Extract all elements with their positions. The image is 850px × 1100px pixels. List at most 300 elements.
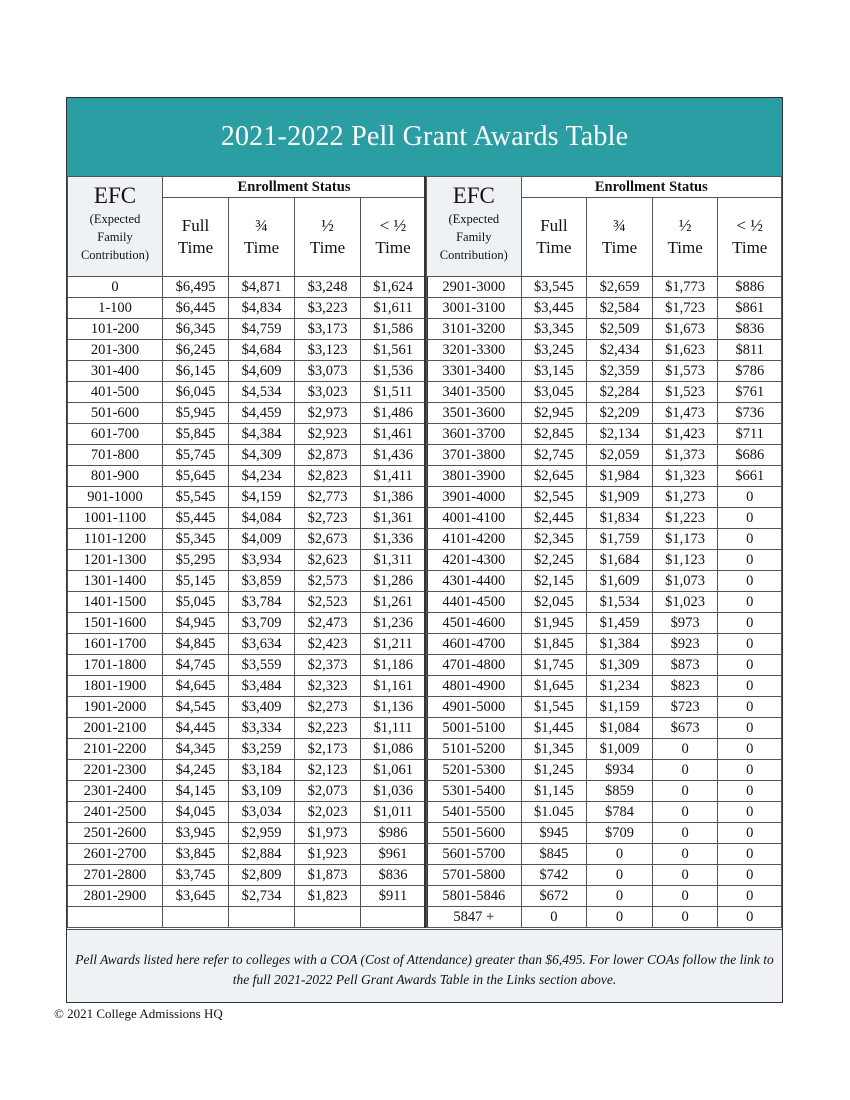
efc-range-cell: 4701-4800 [427,655,522,676]
award-cell: $1,834 [587,508,653,529]
efc-range-cell: 2901-3000 [427,277,522,298]
table-row [427,613,782,634]
efc-range-cell: 401-500 [68,382,163,403]
table-row [68,361,426,382]
col-bottom: Time [667,238,703,257]
award-cell [229,907,295,928]
table-row [427,844,782,865]
col-top: < ½ [736,216,763,235]
award-cell: 0 [587,886,653,907]
table-row [427,466,782,487]
award-cell: $2,373 [295,655,361,676]
award-cell: $1,745 [521,655,587,676]
award-cell: $3,845 [163,844,229,865]
table-row [427,361,782,382]
award-cell: $1,311 [361,550,426,571]
award-cell: $1,186 [361,655,426,676]
award-cell: $861 [718,298,782,319]
award-cell: $6,495 [163,277,229,298]
award-cell: $6,145 [163,361,229,382]
award-cell: $1,211 [361,634,426,655]
award-cell: $2,659 [587,277,653,298]
table-row [427,487,782,508]
award-cell: $1,236 [361,613,426,634]
efc-range-cell: 3801-3900 [427,466,522,487]
table-row [427,571,782,592]
efc-range-cell: 3101-3200 [427,319,522,340]
award-cell: $1,086 [361,739,426,760]
award-cell: $4,345 [163,739,229,760]
award-cell: $2,284 [587,382,653,403]
award-cell: $723 [652,697,718,718]
col-full-time [163,198,229,277]
award-cell: $1,361 [361,508,426,529]
efc-range-cell: 1501-1600 [68,613,163,634]
table-row [68,382,426,403]
award-cell: $1,586 [361,319,426,340]
table-row [427,424,782,445]
efc-range-cell: 5701-5800 [427,865,522,886]
award-cell: $3,023 [295,382,361,403]
award-cell: $934 [587,760,653,781]
award-cell: $4,645 [163,676,229,697]
table-row [68,445,426,466]
table-row [427,382,782,403]
award-cell: $1,845 [521,634,587,655]
award-cell: $3,645 [163,886,229,907]
award-cell: $2,145 [521,571,587,592]
award-cell: $2,623 [295,550,361,571]
award-cell: 0 [718,907,782,928]
award-cell: $3,934 [229,550,295,571]
award-cell: $2,023 [295,802,361,823]
table-row [68,508,426,529]
efc-range-cell: 5401-5500 [427,802,522,823]
col-bottom: Time [536,238,572,257]
award-cell: 0 [587,844,653,865]
award-cell: 0 [718,529,782,550]
award-cell: $2,959 [229,823,295,844]
award-cell: $1,684 [587,550,653,571]
award-cell: $1,123 [652,550,718,571]
awards-table-right [426,176,782,928]
table-row [68,760,426,781]
award-cell: $1,773 [652,277,718,298]
award-cell: $1,073 [652,571,718,592]
efc-range-cell: 3701-3800 [427,445,522,466]
award-cell: $3,409 [229,697,295,718]
award-cell: $1,523 [652,382,718,403]
award-cell: 0 [718,865,782,886]
efc-range-cell: 4901-5000 [427,697,522,718]
award-cell: $1,173 [652,529,718,550]
award-cell: 0 [718,760,782,781]
award-cell: 0 [718,571,782,592]
award-cell: 0 [718,802,782,823]
award-cell: $1,161 [361,676,426,697]
award-cell: $2,945 [521,403,587,424]
award-cell: $2,209 [587,403,653,424]
col-top: ¾ [255,216,268,235]
award-cell: $5,645 [163,466,229,487]
header-row-1 [68,177,426,198]
efc-range-cell: 3301-3400 [427,361,522,382]
col-three-quarter-time [587,198,653,277]
col-bottom: Time [732,238,768,257]
award-cell: $823 [652,676,718,697]
efc-sub-1: (Expected [89,212,141,226]
award-cell: $2,134 [587,424,653,445]
table-row [427,676,782,697]
award-cell: $6,445 [163,298,229,319]
table-row [427,697,782,718]
award-cell: $1,486 [361,403,426,424]
award-cell: $3,173 [295,319,361,340]
footnote: Pell Awards listed here refer to colleges with a COA (Cost of Attendance) greater than $6,495. For lower COAs follow the link to the full 2021-2022 Pell Grant Awards Table in the Links section above. [67,929,782,1002]
table-row [68,802,426,823]
award-cell: $1,611 [361,298,426,319]
award-cell: $4,309 [229,445,295,466]
table-row [68,718,426,739]
award-cell: $3,145 [521,361,587,382]
table-row [68,340,426,361]
efc-range-cell: 3501-3600 [427,403,522,424]
award-cell: $1,023 [652,592,718,613]
award-cell: $2,545 [521,487,587,508]
table-row [427,655,782,676]
efc-range-cell: 2501-2600 [68,823,163,844]
award-cell: $742 [521,865,587,886]
table-row [427,403,782,424]
award-cell: $2,734 [229,886,295,907]
award-cell: $1,423 [652,424,718,445]
header-row-1 [427,177,782,198]
award-cell: $945 [521,823,587,844]
award-cell: $5,445 [163,508,229,529]
award-cell: $786 [718,361,782,382]
efc-sub-2: Family [456,230,492,244]
col-less-than-half-time [718,198,782,277]
award-cell: $1,624 [361,277,426,298]
award-cell: $1,011 [361,802,426,823]
award-cell: $6,245 [163,340,229,361]
table-row [427,907,782,928]
award-cell: 0 [718,508,782,529]
award-cell: $686 [718,445,782,466]
award-cell: $4,245 [163,760,229,781]
award-cell: $3,109 [229,781,295,802]
award-cell: $1,461 [361,424,426,445]
award-cell: $1,536 [361,361,426,382]
col-top: Full [540,216,568,235]
awards-table-left [67,176,426,928]
table-row [68,886,426,907]
award-cell: $1,373 [652,445,718,466]
table-row [427,634,782,655]
award-cell: $3,859 [229,571,295,592]
award-cell: $1,723 [652,298,718,319]
table-row [427,592,782,613]
award-cell: $4,609 [229,361,295,382]
efc-range-cell: 4301-4400 [427,571,522,592]
award-cell: $2,273 [295,697,361,718]
award-cell: $1,309 [587,655,653,676]
award-cell: $1,436 [361,445,426,466]
efc-range-cell: 5601-5700 [427,844,522,865]
award-cell: 0 [718,823,782,844]
efc-range-cell: 3601-3700 [427,424,522,445]
table-row [68,865,426,886]
award-cell: $2,434 [587,340,653,361]
table-row [427,298,782,319]
award-cell: $736 [718,403,782,424]
table-row [427,529,782,550]
col-bottom: Time [375,238,411,257]
award-cell: $3,223 [295,298,361,319]
award-cell: $961 [361,844,426,865]
award-cell: $1,245 [521,760,587,781]
award-cell: $3,484 [229,676,295,697]
award-cell: $2,123 [295,760,361,781]
table-row [427,319,782,340]
award-cell: $3,345 [521,319,587,340]
efc-label: EFC [93,183,137,208]
page-title: 2021-2022 Pell Grant Awards Table [67,98,782,176]
award-cell: $1,909 [587,487,653,508]
award-cell: $973 [652,613,718,634]
award-cell: $3,634 [229,634,295,655]
award-cell: $2,645 [521,466,587,487]
efc-range-cell: 1601-1700 [68,634,163,655]
table-row [68,697,426,718]
award-cell: $1,159 [587,697,653,718]
table-row [68,424,426,445]
award-cell: $5,345 [163,529,229,550]
col-half-time [652,198,718,277]
award-cell: $1,223 [652,508,718,529]
efc-range-cell: 4101-4200 [427,529,522,550]
award-cell: $3,123 [295,340,361,361]
award-cell: $2,473 [295,613,361,634]
award-cell: $4,871 [229,277,295,298]
award-cell: $2,245 [521,550,587,571]
award-cell: $911 [361,886,426,907]
efc-range-cell: 1801-1900 [68,676,163,697]
efc-range-cell: 101-200 [68,319,163,340]
efc-range-cell: 2001-2100 [68,718,163,739]
table-row [427,445,782,466]
award-cell: $709 [587,823,653,844]
award-cell: $3,784 [229,592,295,613]
efc-range-cell: 2601-2700 [68,844,163,865]
col-bottom: Time [601,238,638,257]
award-cell: $3,945 [163,823,229,844]
table-row [68,676,426,697]
award-cell: $5,045 [163,592,229,613]
table-row [427,760,782,781]
award-cell: $1,145 [521,781,587,802]
efc-range-cell: 3401-3500 [427,382,522,403]
award-cell: $1,234 [587,676,653,697]
award-cell: $1,111 [361,718,426,739]
efc-sub-3: Contribution) [439,248,508,262]
table-row [68,844,426,865]
award-cell: $1.045 [521,802,587,823]
award-cell: $4,384 [229,424,295,445]
award-cell: $1,545 [521,697,587,718]
award-cell: $2,673 [295,529,361,550]
efc-range-cell: 4401-4500 [427,592,522,613]
efc-range-cell: 4501-4600 [427,613,522,634]
efc-range-cell: 4201-4300 [427,550,522,571]
table-row [68,592,426,613]
award-cell: $2,809 [229,865,295,886]
table-row [427,340,782,361]
award-cell: 0 [718,718,782,739]
award-cell: $3,334 [229,718,295,739]
table-row [68,655,426,676]
award-cell: $4,759 [229,319,295,340]
table-row [427,865,782,886]
award-cell: $1,823 [295,886,361,907]
award-cell: $2,884 [229,844,295,865]
table-row [427,550,782,571]
award-cell: $1,973 [295,823,361,844]
award-cell [163,907,229,928]
award-cell: 0 [718,781,782,802]
award-cell [295,907,361,928]
award-cell: $986 [361,823,426,844]
award-cell: $2,523 [295,592,361,613]
award-cell: $3,248 [295,277,361,298]
award-cell: $923 [652,634,718,655]
award-cell: 0 [718,613,782,634]
efc-range-cell: 1301-1400 [68,571,163,592]
award-cell: $3,709 [229,613,295,634]
efc-label: EFC [452,183,495,208]
award-cell [361,907,426,928]
award-cell: $1,459 [587,613,653,634]
award-cell: $1,323 [652,466,718,487]
award-cell: 0 [652,739,718,760]
award-cell: $1,945 [521,613,587,634]
efc-range-cell: 1401-1500 [68,592,163,613]
award-cell: $4,445 [163,718,229,739]
award-cell: 0 [521,907,587,928]
award-cell: $1,336 [361,529,426,550]
award-cell: $2,423 [295,634,361,655]
award-cell: 0 [652,907,718,928]
col-bottom: Time [243,238,280,257]
efc-range-cell: 301-400 [68,361,163,382]
award-cell: $4,845 [163,634,229,655]
award-cell: $1,061 [361,760,426,781]
col-top: ½ [321,216,334,235]
award-cell: $836 [718,319,782,340]
award-cell: $711 [718,424,782,445]
efc-range-cell: 5101-5200 [427,739,522,760]
award-cell: $1,511 [361,382,426,403]
table-row [68,571,426,592]
award-cell: 0 [718,592,782,613]
col-top: ¾ [613,216,626,235]
table-row [68,550,426,571]
copyright-notice: © 2021 College Admissions HQ [54,1006,223,1021]
award-cell: $2,059 [587,445,653,466]
col-bottom: Time [309,238,346,257]
award-cell: $3,559 [229,655,295,676]
award-cell: $4,684 [229,340,295,361]
award-cell: $3,045 [521,382,587,403]
efc-range-cell: 0 [68,277,163,298]
award-cell: $1,873 [295,865,361,886]
award-cell: 0 [652,844,718,865]
award-cell: $1,286 [361,571,426,592]
award-cell: $6,345 [163,319,229,340]
table-row [68,907,426,928]
col-top: Full [181,216,210,235]
table-row [427,781,782,802]
award-cell: $5,945 [163,403,229,424]
award-cell: $2,923 [295,424,361,445]
award-cell: $2,823 [295,466,361,487]
efc-range-cell: 5801-5846 [427,886,522,907]
table-row [68,739,426,760]
award-cell: $1,923 [295,844,361,865]
award-cell: $4,834 [229,298,295,319]
award-cell: $1,273 [652,487,718,508]
award-cell: $3,445 [521,298,587,319]
efc-range-cell: 5201-5300 [427,760,522,781]
efc-range-cell: 1901-2000 [68,697,163,718]
col-top: ½ [678,216,692,235]
efc-range-cell [68,907,163,928]
award-cell: $1,445 [521,718,587,739]
efc-range-cell: 3001-3100 [427,298,522,319]
award-cell: 0 [718,697,782,718]
table-row [427,277,782,298]
award-cell: $859 [587,781,653,802]
award-cell: $2,973 [295,403,361,424]
efc-sub-3: Contribution) [80,248,150,262]
award-cell: $5,145 [163,571,229,592]
award-cell: $3,745 [163,865,229,886]
award-cell: $1,673 [652,319,718,340]
efc-range-cell: 1701-1800 [68,655,163,676]
col-full-time [521,198,587,277]
efc-range-cell: 2101-2200 [68,739,163,760]
table-row [427,718,782,739]
col-bottom: Time [177,238,214,257]
efc-range-cell: 201-300 [68,340,163,361]
efc-range-cell: 5301-5400 [427,781,522,802]
table-row [68,781,426,802]
award-cell: $811 [718,340,782,361]
award-cell: $4,234 [229,466,295,487]
award-cell: $2,223 [295,718,361,739]
award-cell: $2,173 [295,739,361,760]
award-cell: $873 [652,655,718,676]
efc-range-cell: 5001-5100 [427,718,522,739]
award-cell: $2,509 [587,319,653,340]
award-cell: $1,759 [587,529,653,550]
table-row [68,403,426,424]
award-cell: $1,384 [587,634,653,655]
efc-range-cell: 801-900 [68,466,163,487]
efc-range-cell: 4001-4100 [427,508,522,529]
award-cell: $2,073 [295,781,361,802]
award-cell: $4,145 [163,781,229,802]
